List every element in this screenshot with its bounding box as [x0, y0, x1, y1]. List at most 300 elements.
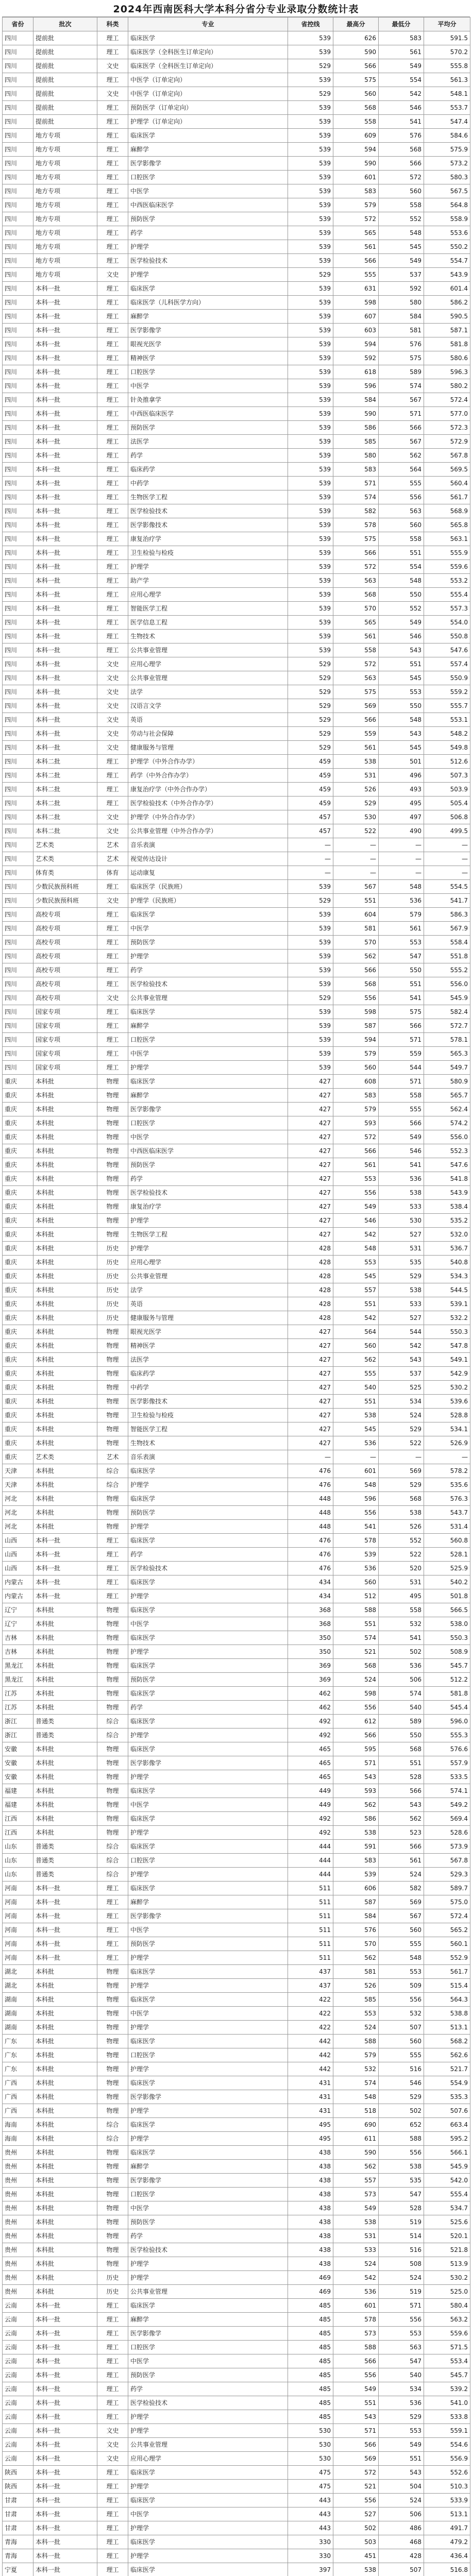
cell-batch: 本科批 — [33, 1631, 97, 1645]
cell-avg-score: 506.8 — [424, 810, 470, 824]
cell-min-score: 566 — [379, 1784, 424, 1798]
cell-min-score: 538 — [379, 1506, 424, 1520]
cell-min-score: 531 — [379, 1242, 424, 1256]
cell-major: 麻醉学 — [128, 2313, 288, 2327]
cell-major: 临床医学 — [128, 2299, 288, 2313]
cell-control-line: 427 — [288, 1409, 333, 1422]
cell-category: 文史 — [97, 59, 128, 73]
cell-province: 贵州 — [3, 2160, 33, 2174]
cell-min-score: 529 — [379, 2410, 424, 2424]
cell-province: 山东 — [3, 1868, 33, 1882]
cell-avg-score: 573.2 — [424, 157, 470, 171]
cell-category: 物理 — [97, 2243, 128, 2257]
table-row — [3, 1033, 470, 1047]
cell-batch: 本科一批 — [33, 2563, 97, 2576]
cell-avg-score: 574.2 — [424, 1116, 470, 1130]
cell-control-line: 431 — [288, 2104, 333, 2118]
cell-category: 理工 — [97, 477, 128, 490]
cell-control-line: 427 — [288, 1436, 333, 1450]
table-row — [3, 2368, 470, 2382]
cell-batch: 本科批 — [33, 1103, 97, 1116]
cell-major: 临床医学 — [128, 31, 288, 45]
table-row — [3, 324, 470, 337]
cell-control-line: 485 — [288, 2382, 333, 2396]
cell-batch: 本科一批 — [33, 490, 97, 504]
cell-avg-score: 580.6 — [424, 351, 470, 365]
cell-max-score: 553 — [333, 1172, 379, 1186]
cell-major: 医学影像学 — [128, 1103, 288, 1116]
cell-province: 黑龙江 — [3, 1659, 33, 1673]
cell-control-line: 442 — [288, 2035, 333, 2048]
cell-major: 临床医学 — [128, 1659, 288, 1673]
cell-avg-score: 558.4 — [424, 936, 470, 950]
table-row — [3, 73, 470, 87]
cell-control-line: 330 — [288, 2549, 333, 2563]
cell-min-score: 555 — [379, 1103, 424, 1116]
cell-min-score: 524 — [379, 2271, 424, 2285]
cell-batch: 本科一批 — [33, 2424, 97, 2438]
cell-min-score: 551 — [379, 546, 424, 560]
cell-major: 法学 — [128, 685, 288, 699]
table-row — [3, 2174, 470, 2188]
cell-category: 理工 — [97, 1951, 128, 1965]
cell-control-line: 427 — [288, 1089, 333, 1103]
table-row — [3, 129, 470, 143]
cell-province: 云南 — [3, 2354, 33, 2368]
cell-batch: 高校专项 — [33, 936, 97, 950]
cell-avg-score: 560.1 — [424, 1937, 470, 1951]
cell-control-line: 539 — [288, 157, 333, 171]
cell-batch: 提前批 — [33, 101, 97, 115]
cell-province: 天津 — [3, 1464, 33, 1478]
table-row — [3, 1061, 470, 1075]
cell-major: 中医学 — [128, 1798, 288, 1812]
table-row — [3, 2257, 470, 2271]
cell-batch: 普通类 — [33, 1868, 97, 1882]
cell-batch: 本科批 — [33, 1200, 97, 1214]
cell-major: 药学 — [128, 963, 288, 977]
cell-category: 物理 — [97, 2201, 128, 2215]
cell-min-score: 555 — [379, 1937, 424, 1951]
cell-control-line: 465 — [288, 1742, 333, 1756]
table-row — [3, 699, 470, 713]
cell-category: 物理 — [97, 1520, 128, 1534]
cell-min-score: 514 — [379, 2229, 424, 2243]
cell-max-score: — — [333, 866, 379, 880]
cell-category: 理工 — [97, 490, 128, 504]
cell-avg-score: 534.1 — [424, 1422, 470, 1436]
cell-province: 重庆 — [3, 1381, 33, 1395]
cell-max-score: 588 — [333, 1603, 379, 1617]
table-row — [3, 1228, 470, 1242]
cell-min-score: 576 — [379, 129, 424, 143]
cell-major: 口腔医学 — [128, 1033, 288, 1047]
cell-min-score: 525 — [379, 1381, 424, 1395]
cell-max-score: 538 — [333, 2215, 379, 2229]
cell-max-score: 541 — [333, 1520, 379, 1534]
cell-category: 历史 — [97, 2271, 128, 2285]
cell-province: 四川 — [3, 282, 33, 296]
cell-min-score: 566 — [379, 1116, 424, 1130]
cell-province: 重庆 — [3, 1395, 33, 1409]
cell-category: 理工 — [97, 2341, 128, 2354]
cell-major: 临床医学 — [128, 1993, 288, 2007]
table-row — [3, 2424, 470, 2438]
cell-category: 综合 — [97, 1728, 128, 1742]
cell-batch: 国家专项 — [33, 1033, 97, 1047]
cell-batch: 本科二批 — [33, 796, 97, 810]
cell-batch: 本科批 — [33, 1158, 97, 1172]
table-row — [3, 796, 470, 810]
cell-batch: 本科批 — [33, 1826, 97, 1840]
cell-max-score: 538 — [333, 2563, 379, 2576]
cell-max-score: 587 — [333, 1019, 379, 1033]
cell-batch: 本科批 — [33, 2257, 97, 2271]
cell-min-score: 548 — [379, 1951, 424, 1965]
cell-category: 物理 — [97, 1339, 128, 1353]
cell-max-score: 573 — [333, 2188, 379, 2201]
cell-province: 重庆 — [3, 1339, 33, 1353]
table-row — [3, 1436, 470, 1450]
cell-major: 医学影像技术 — [128, 1395, 288, 1409]
cell-province: 湖北 — [3, 1965, 33, 1979]
cell-category: 物理 — [97, 1172, 128, 1186]
table-row — [3, 2188, 470, 2201]
cell-major: 临床医学 — [128, 2076, 288, 2090]
cell-batch: 本科批 — [33, 1353, 97, 1367]
cell-major: 医学影像学 — [128, 157, 288, 171]
cell-avg-score: 581.8 — [424, 1687, 470, 1701]
cell-avg-score: 565.2 — [424, 1923, 470, 1937]
cell-batch: 本科批 — [33, 1269, 97, 1283]
cell-control-line: 459 — [288, 796, 333, 810]
cell-major: 医学影像学 — [128, 1909, 288, 1923]
cell-major: 生物医学工程 — [128, 1228, 288, 1242]
cell-control-line: 539 — [288, 129, 333, 143]
admission-score-table — [2, 17, 470, 2576]
cell-major: 中医学 — [128, 2201, 288, 2215]
cell-major: 护理学 — [128, 1979, 288, 1993]
cell-min-score: 546 — [379, 101, 424, 115]
cell-max-score: 538 — [333, 1409, 379, 1422]
cell-batch: 本科批 — [33, 1993, 97, 2007]
cell-min-score: 549 — [379, 616, 424, 630]
table-row — [3, 657, 470, 671]
cell-province: 四川 — [3, 351, 33, 365]
cell-min-score: 509 — [379, 1979, 424, 1993]
cell-province: 四川 — [3, 880, 33, 894]
cell-avg-score: 547.4 — [424, 115, 470, 129]
cell-major: 护理学 — [128, 2521, 288, 2535]
cell-avg-score: 538.8 — [424, 2007, 470, 2021]
cell-max-score: 588 — [333, 2341, 379, 2354]
cell-major: 智能医学工程 — [128, 602, 288, 616]
cell-category: 理工 — [97, 630, 128, 643]
cell-max-score: 560 — [333, 1339, 379, 1353]
cell-major: 麻醉学 — [128, 310, 288, 324]
cell-min-score: 554 — [379, 73, 424, 87]
cell-batch: 本科批 — [33, 2174, 97, 2188]
cell-avg-score: 539.6 — [424, 1395, 470, 1409]
cell-max-score: 606 — [333, 1882, 379, 1895]
cell-category: 理工 — [97, 963, 128, 977]
cell-batch: 本科批 — [33, 1325, 97, 1339]
cell-category: 理工 — [97, 240, 128, 254]
cell-category: 物理 — [97, 1353, 128, 1367]
cell-control-line: 437 — [288, 1979, 333, 1993]
cell-province: 湖南 — [3, 2021, 33, 2035]
cell-major: 医学检验技术（中外合作办学） — [128, 796, 288, 810]
cell-batch: 地方专项 — [33, 198, 97, 212]
cell-major: 智能医学工程 — [128, 1422, 288, 1436]
cell-avg-score: 549.2 — [424, 1798, 470, 1812]
cell-max-score: 566 — [333, 59, 379, 73]
cell-major: 口腔医学 — [128, 2048, 288, 2062]
cell-control-line: 438 — [288, 2188, 333, 2201]
cell-province: 四川 — [3, 59, 33, 73]
cell-category: 物理 — [97, 1506, 128, 1520]
cell-batch: 地方专项 — [33, 226, 97, 240]
cell-max-score: 575 — [333, 685, 379, 699]
table-row — [3, 2382, 470, 2396]
cell-province: 甘肃 — [3, 2521, 33, 2535]
cell-province: 河北 — [3, 1520, 33, 1534]
cell-province: 安徽 — [3, 1756, 33, 1770]
cell-major: 护理学 — [128, 1589, 288, 1603]
cell-control-line: 485 — [288, 2313, 333, 2327]
table-row — [3, 1353, 470, 1367]
cell-control-line: 437 — [288, 1965, 333, 1979]
cell-major: 健康服务与管理 — [128, 741, 288, 755]
cell-category: 文史 — [97, 727, 128, 741]
cell-avg-score: 560.4 — [424, 477, 470, 490]
cell-major: 英语 — [128, 713, 288, 727]
cell-min-score: 563 — [379, 504, 424, 518]
table-row — [3, 1144, 470, 1158]
cell-control-line: 539 — [288, 560, 333, 574]
cell-category: 理工 — [97, 351, 128, 365]
cell-control-line: 539 — [288, 254, 333, 268]
cell-max-score: 561 — [333, 630, 379, 643]
cell-province: 青海 — [3, 2549, 33, 2563]
table-row — [3, 2396, 470, 2410]
cell-province: 云南 — [3, 2299, 33, 2313]
cell-max-score: 538 — [333, 755, 379, 769]
cell-batch: 地方专项 — [33, 212, 97, 226]
cell-min-score: 529 — [379, 1269, 424, 1283]
cell-min-score: 516 — [379, 2062, 424, 2076]
cell-avg-score: 556.0 — [424, 1130, 470, 1144]
cell-max-score: 574 — [333, 2076, 379, 2090]
cell-batch: 本科一批 — [33, 449, 97, 463]
cell-batch: 本科批 — [33, 1436, 97, 1450]
cell-min-score: 534 — [379, 1395, 424, 1409]
cell-min-score: 546 — [379, 630, 424, 643]
cell-avg-score: 576.6 — [424, 1742, 470, 1756]
cell-province: 黑龙江 — [3, 1673, 33, 1687]
cell-province: 辽宁 — [3, 1603, 33, 1617]
cell-category: 理工 — [97, 1548, 128, 1562]
cell-batch: 本科一批 — [33, 2507, 97, 2521]
cell-min-score: 533 — [379, 1200, 424, 1214]
cell-control-line: 511 — [288, 1951, 333, 1965]
cell-control-line: 427 — [288, 1353, 333, 1367]
cell-major: 运动康复 — [128, 866, 288, 880]
cell-category: 理工 — [97, 936, 128, 950]
cell-max-score: 543 — [333, 1770, 379, 1784]
cell-max-score: 594 — [333, 143, 379, 157]
cell-category: 文史 — [97, 810, 128, 824]
cell-avg-score: 565.8 — [424, 518, 470, 532]
cell-max-score: 579 — [333, 198, 379, 212]
table-row — [3, 1269, 470, 1283]
table-row — [3, 518, 470, 532]
table-row — [3, 1548, 470, 1562]
cell-category: 物理 — [97, 1812, 128, 1826]
cell-major: 临床医学 — [128, 1965, 288, 1979]
cell-province: 吉林 — [3, 1645, 33, 1659]
cell-major: 药学 — [128, 1172, 288, 1186]
cell-control-line: 539 — [288, 351, 333, 365]
table-row — [3, 1339, 470, 1353]
cell-avg-score: 538.4 — [424, 1200, 470, 1214]
cell-avg-score: 554.5 — [424, 880, 470, 894]
cell-max-score: 598 — [333, 1687, 379, 1701]
table-row — [3, 602, 470, 616]
cell-max-score: 530 — [333, 810, 379, 824]
cell-max-score: 548 — [333, 1478, 379, 1492]
cell-max-score: 553 — [333, 2007, 379, 2021]
cell-min-score: 516 — [379, 2243, 424, 2257]
cell-control-line: 539 — [288, 282, 333, 296]
cell-min-score: 563 — [379, 2341, 424, 2354]
cell-min-score: 529 — [379, 1478, 424, 1492]
cell-max-score: 512 — [333, 1589, 379, 1603]
table-row — [3, 407, 470, 421]
cell-province: 四川 — [3, 866, 33, 880]
cell-control-line: — — [288, 838, 333, 852]
cell-major: 医学影像学 — [128, 324, 288, 337]
cell-avg-score: 555.4 — [424, 588, 470, 602]
cell-avg-score: 595.2 — [424, 2132, 470, 2146]
cell-min-score: 552 — [379, 1534, 424, 1548]
cell-province: 重庆 — [3, 1269, 33, 1283]
cell-batch: 国家专项 — [33, 1005, 97, 1019]
cell-batch: 本科一批 — [33, 2410, 97, 2424]
cell-province: 青海 — [3, 2535, 33, 2549]
cell-avg-score: 549.7 — [424, 1061, 470, 1075]
cell-max-score: 583 — [333, 463, 379, 477]
cell-control-line: 462 — [288, 1687, 333, 1701]
cell-batch: 本科批 — [33, 2271, 97, 2285]
cell-control-line: 539 — [288, 184, 333, 198]
cell-batch: 提前批 — [33, 59, 97, 73]
cell-major: 中医学 — [128, 1047, 288, 1061]
cell-min-score: 506 — [379, 1673, 424, 1687]
cell-batch: 本科批 — [33, 2285, 97, 2299]
cell-major: 护理学 — [128, 1770, 288, 1784]
cell-avg-score: 565.3 — [424, 1047, 470, 1061]
cell-max-score: 611 — [333, 2132, 379, 2146]
cell-major: 临床医学 — [128, 2494, 288, 2507]
cell-control-line: 539 — [288, 1005, 333, 1019]
cell-major: 中医学 — [128, 2007, 288, 2021]
cell-batch: 本科一批 — [33, 741, 97, 755]
cell-control-line: 539 — [288, 310, 333, 324]
cell-control-line: 427 — [288, 1381, 333, 1395]
table-row — [3, 435, 470, 449]
cell-control-line: 529 — [288, 699, 333, 713]
cell-avg-score: 550.9 — [424, 671, 470, 685]
document-title: 2024年西南医科大学本科分省分专业录取分数统计表 — [2, 2, 470, 17]
cell-control-line: 485 — [288, 2299, 333, 2313]
cell-province: 四川 — [3, 685, 33, 699]
cell-avg-score: 539.2 — [424, 2382, 470, 2396]
cell-major: 临床医学 — [128, 1812, 288, 1826]
cell-category: 历史 — [97, 1297, 128, 1311]
cell-max-score: 555 — [333, 268, 379, 282]
cell-batch: 本科批 — [33, 1297, 97, 1311]
cell-max-score: 527 — [333, 2507, 379, 2521]
cell-min-score: 535 — [379, 2174, 424, 2188]
cell-max-score: 522 — [333, 824, 379, 838]
cell-max-score: 584 — [333, 1909, 379, 1923]
cell-major: 护理学 — [128, 2104, 288, 2118]
cell-min-score: 550 — [379, 699, 424, 713]
table-row — [3, 365, 470, 379]
cell-control-line: — — [288, 852, 333, 866]
cell-avg-score: 515.4 — [424, 1979, 470, 1993]
cell-category: 物理 — [97, 1492, 128, 1506]
cell-batch: 本科批 — [33, 1742, 97, 1756]
cell-control-line: 428 — [288, 1256, 333, 1269]
cell-major: 眼视光医学 — [128, 1325, 288, 1339]
cell-avg-score: — — [424, 852, 470, 866]
cell-avg-score: 580.3 — [424, 171, 470, 184]
table-row — [3, 1520, 470, 1534]
cell-major: 临床医学 — [128, 1534, 288, 1548]
cell-max-score: 556 — [333, 1506, 379, 1520]
cell-batch: 高校专项 — [33, 977, 97, 991]
table-row — [3, 171, 470, 184]
cell-batch: 本科一批 — [33, 379, 97, 393]
cell-min-score: 562 — [379, 449, 424, 463]
cell-batch: 本科一批 — [33, 2299, 97, 2313]
cell-category: 理工 — [97, 435, 128, 449]
cell-province: 四川 — [3, 616, 33, 630]
cell-major: 护理学 — [128, 2410, 288, 2424]
cell-category: 物理 — [97, 1089, 128, 1103]
cell-control-line: 368 — [288, 1603, 333, 1617]
cell-min-score: 534 — [379, 2382, 424, 2396]
cell-batch: 本科批 — [33, 2007, 97, 2021]
cell-control-line: 529 — [288, 741, 333, 755]
cell-min-score: 549 — [379, 1130, 424, 1144]
cell-major: 针灸推拿学 — [128, 393, 288, 407]
table-row — [3, 87, 470, 101]
cell-category: 物理 — [97, 1422, 128, 1436]
cell-min-score: 569 — [379, 1895, 424, 1909]
cell-category: 物理 — [97, 1200, 128, 1214]
table-row — [3, 240, 470, 254]
cell-batch: 高校专项 — [33, 991, 97, 1005]
cell-control-line: 427 — [288, 1367, 333, 1381]
cell-major: 药学 — [128, 226, 288, 240]
cell-max-score: 581 — [333, 922, 379, 936]
cell-control-line: 539 — [288, 532, 333, 546]
cell-category: 理工 — [97, 1909, 128, 1923]
cell-max-score: 572 — [333, 657, 379, 671]
